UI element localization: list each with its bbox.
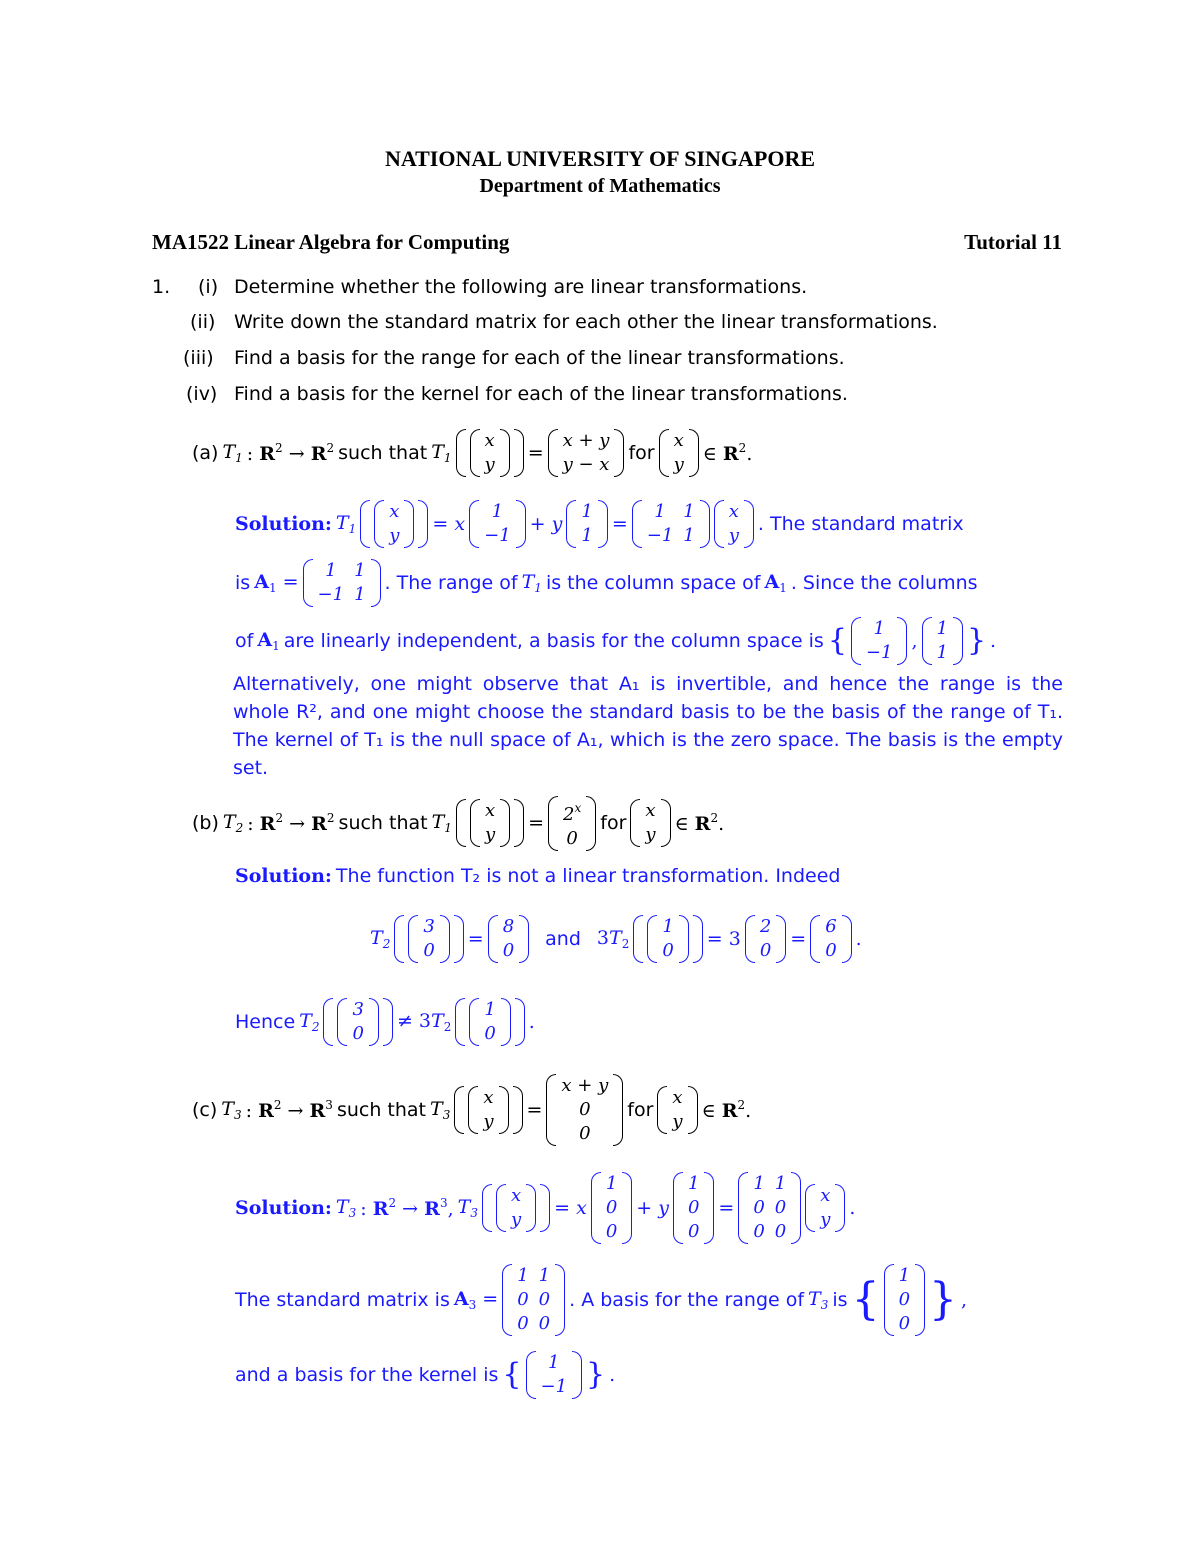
part-c-solution-line3: and a basis for the kernel is { 1 −1 } . [235, 1352, 616, 1397]
course-title: MA1522 Linear Algebra for Computing [152, 230, 510, 254]
solution-label-b: Solution: [235, 865, 332, 887]
sol-a-line3-mid: are linearly independent, a basis for the column space is [283, 630, 824, 652]
part-c-statement: (c) $T_3$ : $R^2 \to R^3$ such that $T_3$ x y = x + y 0 0 for x y ∈ $R^2$. [192, 1075, 752, 1144]
part-label-iii: (iii) [183, 347, 214, 369]
part-a-solution-line1: Solution: $T_1$ x y = x 1 −1 + y 1 1 = 1 1 −1 1 x y . The standard matrix [235, 501, 964, 546]
such-that-c: such that [336, 1099, 426, 1121]
department-title: Department of Mathematics [479, 175, 721, 197]
part-a-solution-line3: of $A_1$ are linearly independent, a basis for the column space is { 1 −1 , 1 1 } . [235, 618, 997, 663]
part-label-ii: (ii) [190, 311, 216, 333]
sol-c-kernel-text: and a basis for the kernel is [235, 1364, 499, 1386]
part-text-ii: Write down the standard matrix for each other the linear transformations. [234, 311, 938, 333]
hence-word: Hence [235, 1011, 296, 1033]
part-b-solution-line1 [233, 862, 842, 890]
sol-a-line3-pre: of [235, 630, 254, 652]
sol-a-line1-tail: . The standard matrix [757, 513, 964, 535]
part-text-iv: Find a basis for the kernel for each of the linear transformations. [234, 383, 848, 405]
sol-a-line2-pre: is [235, 572, 251, 594]
tutorial-number: Tutorial 11 [964, 230, 1062, 254]
question-number: 1. [152, 276, 171, 298]
such-that-b: such that [338, 812, 428, 834]
part-a-label: (a) [192, 442, 219, 464]
sol-c-range-text: . A basis for the range of [569, 1289, 805, 1311]
part-label-i: (i) [198, 276, 219, 298]
part-label-iv: (iv) [186, 383, 218, 405]
part-c-solution-line1: Solution: $T_3$ : $R^2 \to R^3$, $T_3$ x y = x 1 0 0 + y 1 0 0 = 1 1 0 0 0 0 x y . [235, 1173, 856, 1242]
part-b-statement: (b) $T_2$ : $R^2 \to R^2$ such that $T_1$ x y = 2$^x$ 0 for x y ∈ $R^2$. [190, 794, 726, 852]
for-b: for [600, 812, 627, 834]
sol-a-line2-tail: . The range of [384, 572, 518, 594]
part-a-statement: (a) $T_1$ : $R^2 \to R^2$ such that $T_1$ x y = x + y y − x for x y ∈ $R^2$. [192, 430, 753, 475]
university-title: NATIONAL UNIVERSITY OF SINGAPORE [384, 146, 816, 171]
part-b-label: (b) [192, 812, 219, 834]
sol-b-text: The function T₂ is not a linear transformation. Indeed [335, 865, 841, 887]
part-a-solution-line2: is $A_1$ = 1 1 −1 1 . The range of $T_1$ is the column space of $A_1$ . Since the columns [235, 560, 978, 605]
and-word: and [545, 928, 581, 950]
part-b-equation: $T_2$ 3 0 = 8 0 and $3T_2$ 1 0 = 3 2 0 = 6 0 . [370, 916, 862, 961]
sol-c-range-is: is [832, 1289, 848, 1311]
sol-c-std-text: The standard matrix is [235, 1289, 450, 1311]
part-text-i: Determine whether the following are linear transformations. [234, 276, 808, 298]
solution-label-a: Solution: [235, 513, 332, 535]
such-that-a: such that [338, 442, 428, 464]
part-text-iii: Find a basis for the range for each of the linear transformations. [234, 347, 845, 369]
solution-label-c: Solution: [235, 1197, 332, 1219]
for-a: for [628, 442, 655, 464]
sol-a-line2-tail2: is the column space of [545, 572, 761, 594]
part-a-solution-paragraph: Alternatively, one might observe that A₁ is invertible, and hence the range is the whole R², and one might choose the standard basis to be the basis of the range of T₁. The kernel of T₁ is the null space of A₁, which is the zero space. The basis is the empty set. [233, 673, 1063, 779]
sol-a-line2-tail3: . Since the columns [790, 572, 978, 594]
for-c: for [627, 1099, 654, 1121]
part-c-solution-line2: The standard matrix is $A_3$ = 1 1 0 0 0 0 . A basis for the range of $T_3$ is { 1 0 0 } , [235, 1265, 968, 1334]
part-b-hence: Hence $T_2$ 3 0 ≠ $3T_2$ 1 0 . [235, 999, 535, 1044]
part-c-label: (c) [192, 1099, 218, 1121]
